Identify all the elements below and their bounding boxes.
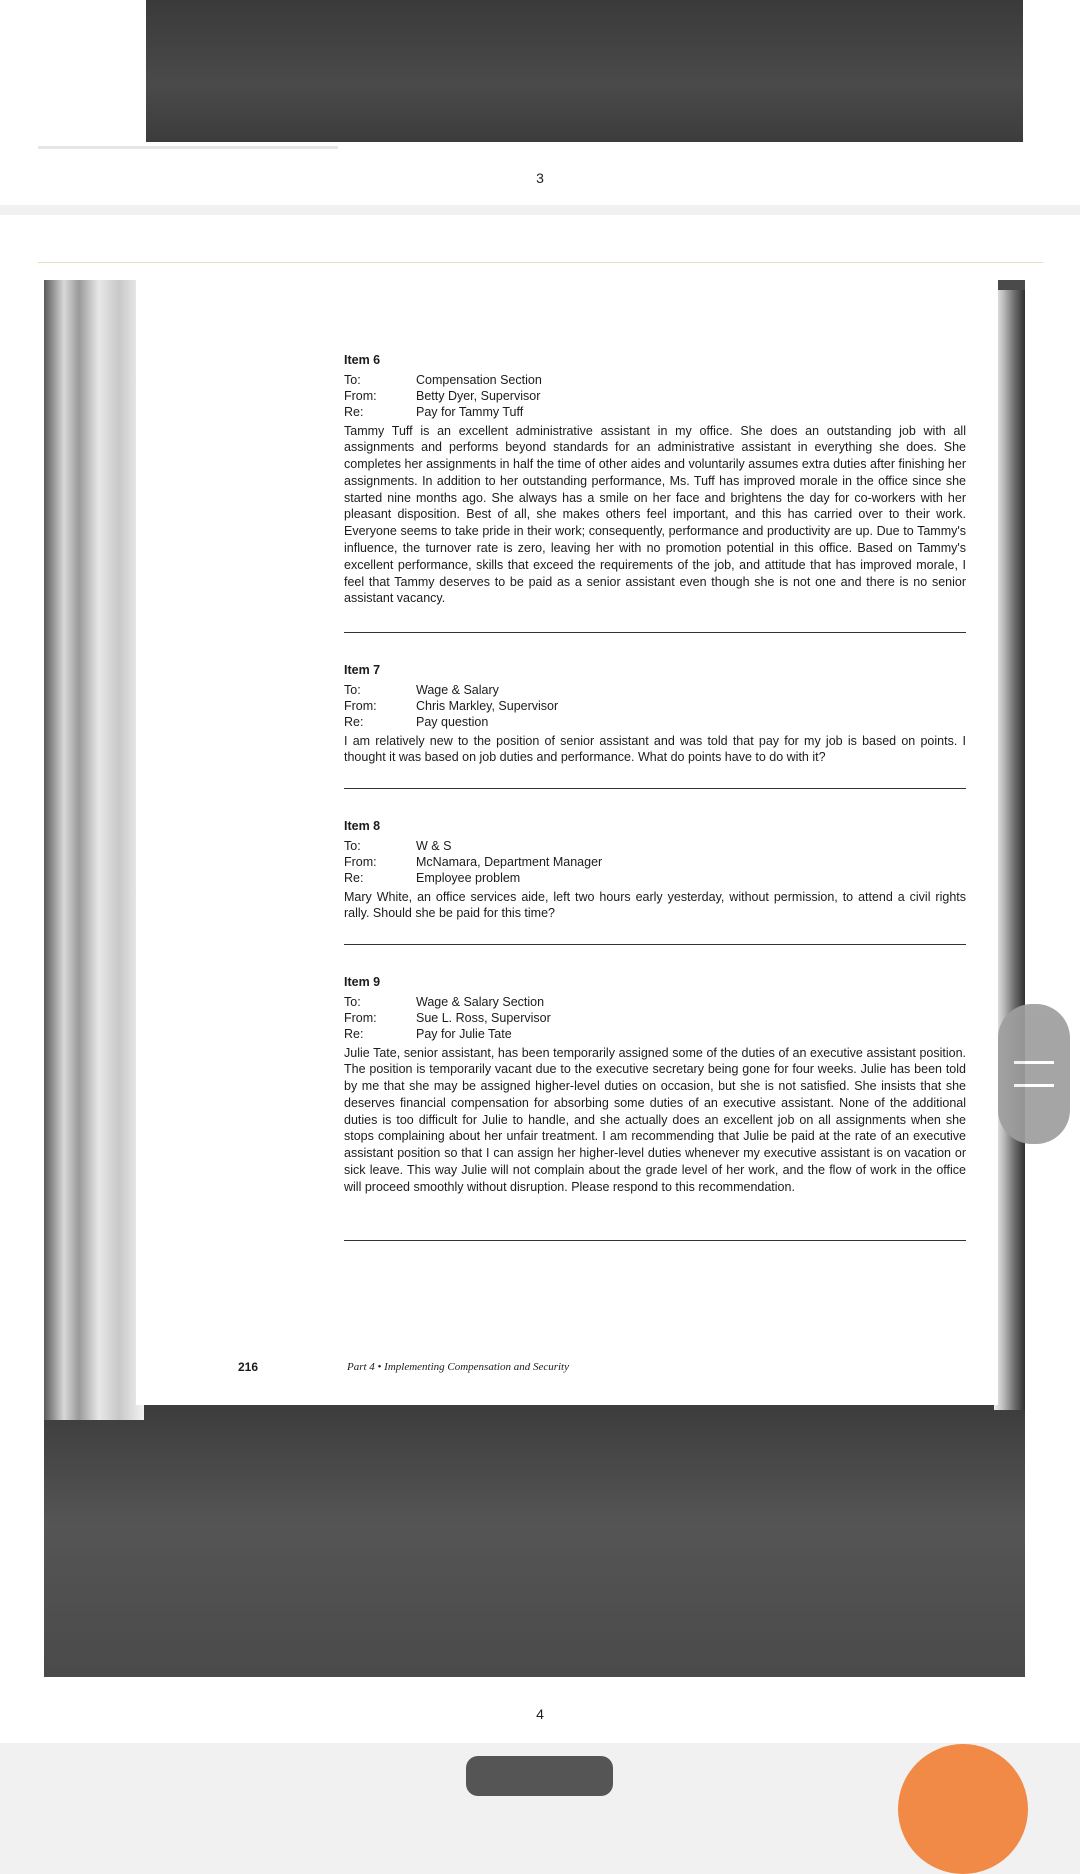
memo-header [344,372,966,420]
page-number-label: 4 [536,1706,544,1722]
scan-background [44,1400,1025,1677]
book-page-text [136,280,998,1405]
item-divider [344,632,966,633]
drag-handle-icon [1014,1061,1054,1087]
re-value: Pay question [416,714,489,729]
re-value: Pay for Julie Tate [416,1026,512,1041]
memo-item [344,974,966,1196]
from-label: From: [344,854,377,869]
memo-item [344,352,966,607]
book-page-number: 216 [238,1360,259,1374]
item-title: Item 8 [344,819,381,833]
memo-item [344,818,966,922]
re-label: Re: [344,870,364,885]
re-label: Re: [344,714,364,729]
to-label: To: [344,994,361,1009]
to-label: To: [344,372,361,387]
from-value: Sue L. Ross, Supervisor [416,1010,551,1025]
memo-header [344,682,966,730]
from-label: From: [344,1010,377,1025]
item-body: Tammy Tuff is an excellent administrative assistant in my office. She does an outstanding job with all assignments and performs beyond standards for an administrative assistant in everything she does. She completes her assignments in half the time of other aides and voluntarily assumes extra duties after finishing her assignments. In addition to her outstanding performance, Ms. Tuff has improved morale in the office since she started nine months ago. She always has a smile on her face and brightens the day for co-workers with her pleasant disposition. Best of all, she makes others feel important, and this has carried over to their work. Everyone seems to take pride in their work; consequently, performance and productivity are up. Due to Tammy's influence, the turnover rate is zero, leaving her with no promotion potential in this office. Based on Tammy's excellent performance, skills that exceed the requirements of the job, and attitude that has improved morale, I feel that Tammy deserves to be paid as a senior assistant even though she is not one and there is no senior assistant vacancy. [344,423,966,606]
scanned-page-image [44,280,1025,1677]
from-label: From: [344,388,377,403]
item-body: Julie Tate, senior assistant, has been temporarily assigned some of the duties of an executive assistant position. The position is temporarily vacant due to the executive secretary being gone for four weeks. Julie has been told by me that she may be assigned higher-level duties on occasion, but she is not satisfied. She insists that she deserves financial compensation for absorbing some duties of an executive assistant. None of the additional duties is too difficult for Julie to handle, and she actually does an excellent job on all assignments when she stops complaining about her unfair treatment. I am recommending that Julie be paid at the rate of an executive assistant position so that I can assign her higher-level duties whenever my executive assistant is on vacation or sick leave. This way Julie will not complain about the grade level of her work, and the flow of work in the office will proceed smoothly without disruption. Please respond to this recommendation. [344,1045,966,1194]
floating-action-button[interactable] [898,1744,1028,1874]
from-label: From: [344,698,377,713]
page-number-label: 3 [536,170,544,186]
book-spine [44,280,144,1420]
from-value: McNamara, Department Manager [416,854,603,869]
item-divider [344,944,966,945]
to-value: Wage & Salary Section [416,994,545,1009]
re-label: Re: [344,1026,364,1041]
item-title: Item 6 [344,353,381,367]
page-divider [38,262,1043,263]
to-value: Wage & Salary [416,682,499,697]
item-body: I am relatively new to the position of senior assistant and was told that pay for my job is based on points. I thought it was based on job duties and performance. What do points have to do with it? [344,733,966,765]
book-edge [994,290,1025,1410]
previous-page-scan [146,0,1023,142]
book-page [136,280,998,1405]
scan-edge [38,146,338,149]
book-running-footer: Part 4 • Implementing Compensation and Security [347,1361,569,1373]
item-title: Item 9 [344,975,381,989]
to-label: To: [344,838,361,853]
re-label: Re: [344,404,364,419]
to-value: W & S [416,838,452,853]
memo-header [344,994,966,1042]
re-value: Pay for Tammy Tuff [416,404,524,419]
from-value: Betty Dyer, Supervisor [416,388,541,403]
memo-item [344,662,966,766]
from-value: Chris Markley, Supervisor [416,698,559,713]
bottom-toolbar-pill[interactable] [466,1756,613,1796]
item-body: Mary White, an office services aide, left two hours early yesterday, without permission, to attend a civil rights rally. Should she be paid for this time? [344,889,966,921]
memo-header [344,838,966,886]
item-divider [344,1240,966,1241]
re-value: Employee problem [416,870,521,885]
to-label: To: [344,682,361,697]
item-divider [344,788,966,789]
to-value: Compensation Section [416,372,542,387]
item-title: Item 7 [344,663,381,677]
scroll-handle[interactable] [998,1004,1070,1144]
